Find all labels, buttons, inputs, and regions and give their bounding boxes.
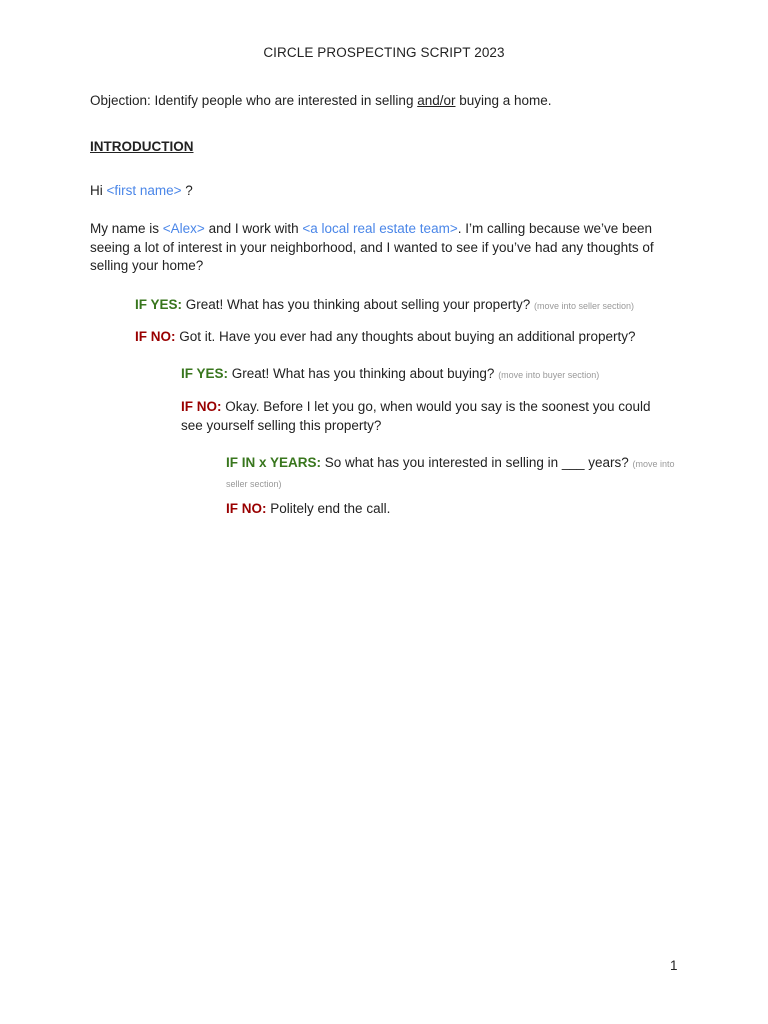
branch-if-no-end (226, 500, 390, 519)
branch-if-no-buy (181, 398, 671, 435)
intro-part2: and I work with (204, 221, 303, 236)
branch-label: IF NO: (226, 501, 267, 516)
team-placeholder: <a local real estate team> (302, 221, 458, 236)
greeting-hi: Hi (90, 183, 107, 198)
introduction-heading: INTRODUCTION (90, 139, 194, 154)
document-title: CIRCLE PROSPECTING SCRIPT 2023 (263, 45, 505, 60)
intro-paragraph (90, 220, 680, 276)
branch-label: IF NO: (181, 399, 222, 414)
branch-text: Great! What has you thinking about selling your property? (182, 297, 534, 312)
branch-if-yes-sell (135, 296, 634, 316)
objection-line (90, 92, 552, 111)
branch-text: Politely end the call. (266, 501, 391, 516)
branch-note: (move into buyer section) (498, 370, 600, 380)
objection-suffix: buying a home. (455, 93, 552, 108)
branch-if-in-years (226, 454, 676, 493)
branch-label: IF NO: (135, 329, 176, 344)
branch-if-yes-buy (181, 365, 599, 385)
branch-label: IF YES: (135, 297, 183, 312)
branch-text: Great! What has you thinking about buying? (228, 366, 499, 381)
agent-name-placeholder: <Alex> (162, 221, 205, 236)
first-name-placeholder: <first name> (106, 183, 182, 198)
objection-underlined: and/or (417, 93, 456, 108)
page-number: 1 (670, 958, 678, 973)
objection-prefix: Objection: Identify people who are interested in selling (90, 93, 418, 108)
branch-note: (move into seller section) (226, 459, 675, 489)
branch-text: Okay. Before I let you go, when would you say is the soonest you could see yourself selling this property? (181, 399, 651, 433)
branch-text: Got it. Have you ever had any thoughts about buying an additional property? (175, 329, 636, 344)
branch-label: IF IN x YEARS: (226, 455, 322, 470)
greeting-end: ? (181, 183, 193, 198)
branch-text: So what has you interested in selling in ___ years? (321, 455, 633, 470)
intro-part3: . I’m calling because we’ve been seeing a lot of interest in your neighborhood, and I wanted to see if you’ve had any thoughts of selling your home? (90, 221, 654, 273)
branch-note: (move into seller section) (533, 301, 635, 311)
intro-part1: My name is (90, 221, 163, 236)
branch-if-no-sell (135, 328, 636, 347)
greeting-line (90, 182, 193, 201)
branch-label: IF YES: (181, 366, 229, 381)
